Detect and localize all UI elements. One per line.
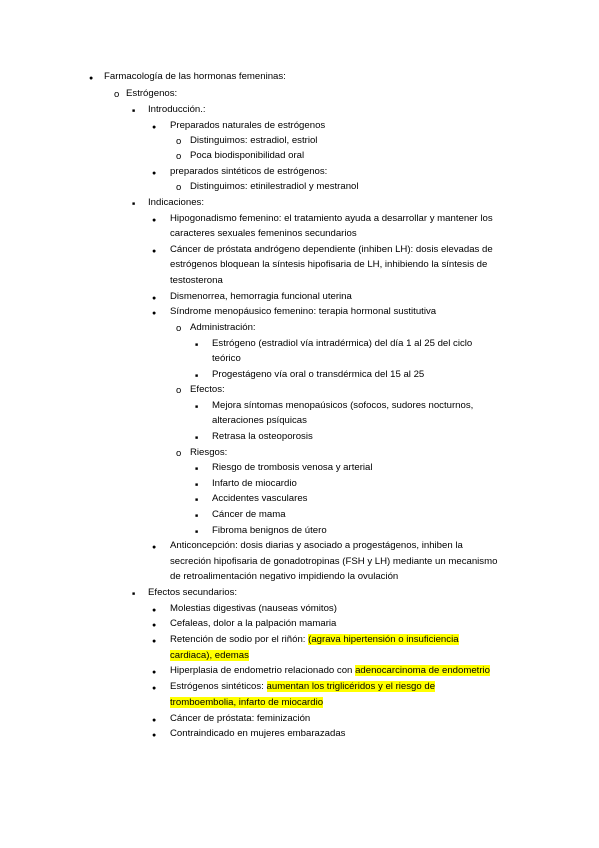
line-text: Riesgos: <box>190 447 228 458</box>
bullet-circle-icon <box>176 150 181 163</box>
text-line <box>170 603 337 615</box>
text-line <box>148 104 206 116</box>
line-text: preparados sintéticos de estrógenos: <box>170 166 328 177</box>
text-line <box>170 259 487 271</box>
text-line <box>148 197 204 209</box>
line-text: Contraindicado en mujeres embarazadas <box>170 728 346 739</box>
bullet-dot-icon <box>152 618 156 632</box>
highlighted-text: adenocarcinoma de endometrio <box>355 665 490 676</box>
line-text: Distinguimos: etinilestradiol y mestranol <box>190 181 359 192</box>
line-text: Distinguimos: estradiol, estriol <box>190 135 318 146</box>
text-line <box>212 493 307 505</box>
bullet-square-icon <box>195 369 198 382</box>
text-line <box>212 478 297 490</box>
text-line <box>170 228 357 240</box>
line-text: Cáncer de próstata andrógeno dependiente (inhiben LH): dosis elevadas de <box>170 244 493 255</box>
text-line <box>190 447 227 459</box>
text-line <box>212 431 313 443</box>
bullet-square-icon <box>195 478 198 491</box>
bullet-square-icon <box>195 509 198 522</box>
bullet-dot-icon <box>152 665 156 679</box>
bullet-square-icon <box>132 197 135 210</box>
line-text: Estrógenos sintéticos: <box>170 681 267 692</box>
text-line <box>170 275 223 287</box>
text-line <box>170 728 345 740</box>
text-line <box>212 353 241 365</box>
text-line <box>190 181 359 193</box>
text-line <box>212 369 424 381</box>
text-line <box>190 384 225 396</box>
text-line <box>170 540 463 552</box>
bullet-square-icon <box>195 400 198 413</box>
bullet-dot-icon <box>152 540 156 554</box>
line-text: Retención de sodio por el riñón: <box>170 634 309 645</box>
text-line <box>148 587 237 599</box>
line-text: Retrasa la osteoporosis <box>212 431 313 442</box>
line-text: Fibroma benignos de útero <box>212 525 327 536</box>
bullet-dot-icon <box>89 71 93 85</box>
text-line <box>212 338 472 350</box>
text-line <box>190 150 304 162</box>
line-text: secreción hipofisaria de gonadotropinas (FSH y LH) mediante un mecanismo <box>170 556 498 567</box>
line-text: Hiperplasia de endometrio relacionado con <box>170 665 356 676</box>
highlighted-text: (agrava hipertensión o insuficiencia <box>308 634 459 645</box>
bullet-dot-icon <box>152 713 156 727</box>
bullet-circle-icon <box>176 322 181 335</box>
bullet-square-icon <box>195 462 198 475</box>
line-text: Farmacología de las hormonas femeninas: <box>104 71 286 82</box>
bullet-square-icon <box>195 431 198 444</box>
text-line <box>170 166 327 178</box>
bullet-dot-icon <box>152 244 156 258</box>
line-text: Infarto de miocardio <box>212 478 297 489</box>
line-text: Preparados naturales de estrógenos <box>170 120 326 131</box>
line-text: alteraciones psíquicas <box>212 415 307 426</box>
line-text: Anticoncepción: dosis diarias y asociado a progestágenos, inhiben la <box>170 540 463 551</box>
line-text: teórico <box>212 353 241 364</box>
text-line <box>170 681 435 693</box>
line-text: Poca biodisponibilidad oral <box>190 150 305 161</box>
line-text: Cefaleas, dolor a la palpación mamaria <box>170 618 337 629</box>
text-line <box>190 135 317 147</box>
line-text: Cáncer de mama <box>212 509 286 520</box>
bullet-dot-icon <box>152 166 156 180</box>
line-text: Administración: <box>190 322 256 333</box>
text-line <box>212 415 307 427</box>
text-line <box>170 556 497 568</box>
text-line <box>104 71 286 83</box>
text-line <box>170 650 249 662</box>
bullet-dot-icon <box>152 681 156 695</box>
line-text: Efectos secundarios: <box>148 587 238 598</box>
text-line <box>126 88 177 100</box>
highlighted-text: aumentan los triglicéridos y el riesgo de <box>266 681 436 692</box>
text-line <box>170 306 436 318</box>
line-text: Molestias digestivas (nauseas vómitos) <box>170 603 337 614</box>
bullet-circle-icon <box>176 384 181 397</box>
text-line <box>170 713 310 725</box>
text-line <box>190 322 256 334</box>
line-text: caracteres sexuales femeninos secundarios <box>170 228 357 239</box>
line-text: estrógenos bloquean la síntesis hipofisaria de LH, inhibiendo la síntesis de <box>170 259 488 270</box>
text-line <box>212 525 327 537</box>
text-line <box>212 400 473 412</box>
line-text: Hipogonadismo femenino: el tratamiento ayuda a desarrollar y mantener los <box>170 213 493 224</box>
bullet-circle-icon <box>114 88 119 101</box>
line-text: Cáncer de próstata: feminización <box>170 713 311 724</box>
highlighted-text: tromboembolia, infarto de miocardio <box>170 697 324 708</box>
line-text: Dismenorrea, hemorragia funcional uterina <box>170 291 352 302</box>
text-line <box>170 291 352 303</box>
bullet-dot-icon <box>152 306 156 320</box>
line-text: Síndrome menopáusico femenino: terapia hormonal sustitutiva <box>170 306 437 317</box>
bullet-square-icon <box>195 338 198 351</box>
line-text: Accidentes vasculares <box>212 493 308 504</box>
line-text: Progestágeno vía oral o transdérmica del 15 al 25 <box>212 369 425 380</box>
text-line <box>212 462 373 474</box>
bullet-dot-icon <box>152 213 156 227</box>
line-text: Estrógenos: <box>126 88 178 99</box>
text-line <box>170 618 336 630</box>
text-line <box>170 571 398 583</box>
bullet-square-icon <box>195 493 198 506</box>
bullet-square-icon <box>195 525 198 538</box>
line-text: de retroalimentación negativo impidiendo la ovulación <box>170 571 399 582</box>
line-text: Indicaciones: <box>148 197 204 208</box>
bullet-dot-icon <box>152 603 156 617</box>
bullet-dot-icon <box>152 728 156 742</box>
line-text: Mejora síntomas menopaúsicos (sofocos, sudores nocturnos, <box>212 400 474 411</box>
line-text: testosterona <box>170 275 223 286</box>
text-line <box>170 213 493 225</box>
text-line <box>170 697 323 709</box>
line-text: Riesgo de trombosis venosa y arterial <box>212 462 373 473</box>
text-line <box>170 634 459 646</box>
bullet-square-icon <box>132 587 135 600</box>
bullet-circle-icon <box>176 135 181 148</box>
bullet-circle-icon <box>176 181 181 194</box>
text-line <box>170 665 490 677</box>
bullet-dot-icon <box>152 291 156 305</box>
highlighted-text: cardiaca), edemas <box>170 650 249 661</box>
line-text: Estrógeno (estradiol vía intradérmica) del día 1 al 25 del ciclo <box>212 338 473 349</box>
bullet-dot-icon <box>152 634 156 648</box>
bullet-square-icon <box>132 104 135 117</box>
line-text: Introducción.: <box>148 104 206 115</box>
bullet-dot-icon <box>152 120 156 134</box>
bullet-circle-icon <box>176 447 181 460</box>
text-line <box>170 244 493 256</box>
text-line <box>170 120 325 132</box>
text-line <box>212 509 286 521</box>
line-text: Efectos: <box>190 384 225 395</box>
